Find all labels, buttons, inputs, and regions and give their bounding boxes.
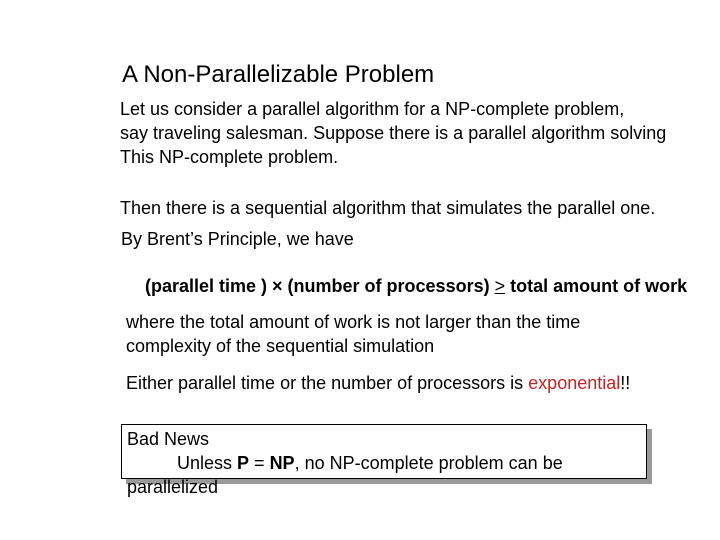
formula-left: (parallel time ) × (number of processors)	[145, 276, 495, 296]
work-line-1: where the total amount of work is not larger than the time	[126, 312, 581, 332]
exponential-highlight: exponential	[528, 373, 621, 393]
work-paragraph	[126, 310, 580, 358]
formula-geq-symbol: >	[494, 276, 506, 296]
work-line-2: complexity of the sequential simulation	[126, 336, 435, 356]
bad-news-line-1	[127, 451, 563, 475]
bad-news-equals: =	[249, 453, 270, 473]
simulation-paragraph: Then there is a sequential algorithm that simulates the parallel one.	[120, 198, 656, 218]
intro-line-1: Let us consider a parallel algorithm for a NP-complete problem,	[120, 99, 625, 119]
bad-news-text	[127, 427, 563, 499]
bad-news-p: P	[237, 453, 250, 473]
bad-news-np: NP	[269, 453, 295, 473]
bad-news-heading: Bad News	[127, 429, 210, 449]
intro-line-3: This NP-complete problem.	[120, 147, 339, 167]
conclusion-text: Either parallel time or the number of processors is	[126, 373, 529, 393]
conclusion-exclamation: !!	[620, 373, 631, 393]
bad-news-unless: Unless	[177, 453, 238, 473]
intro-paragraph	[120, 97, 666, 169]
brent-principle-paragraph: By Brent’s Principle, we have	[121, 229, 354, 249]
brent-formula	[145, 274, 687, 298]
bad-news-rest: , no NP-complete problem can be	[294, 453, 563, 473]
conclusion-paragraph	[126, 371, 630, 395]
bad-news-line-2: parallelized	[127, 477, 219, 497]
slide-title: A Non-Parallelizable Problem	[122, 61, 435, 88]
formula-right: total amount of work	[505, 276, 688, 296]
intro-line-2: say traveling salesman. Suppose there is a parallel algorithm solving	[120, 123, 667, 143]
